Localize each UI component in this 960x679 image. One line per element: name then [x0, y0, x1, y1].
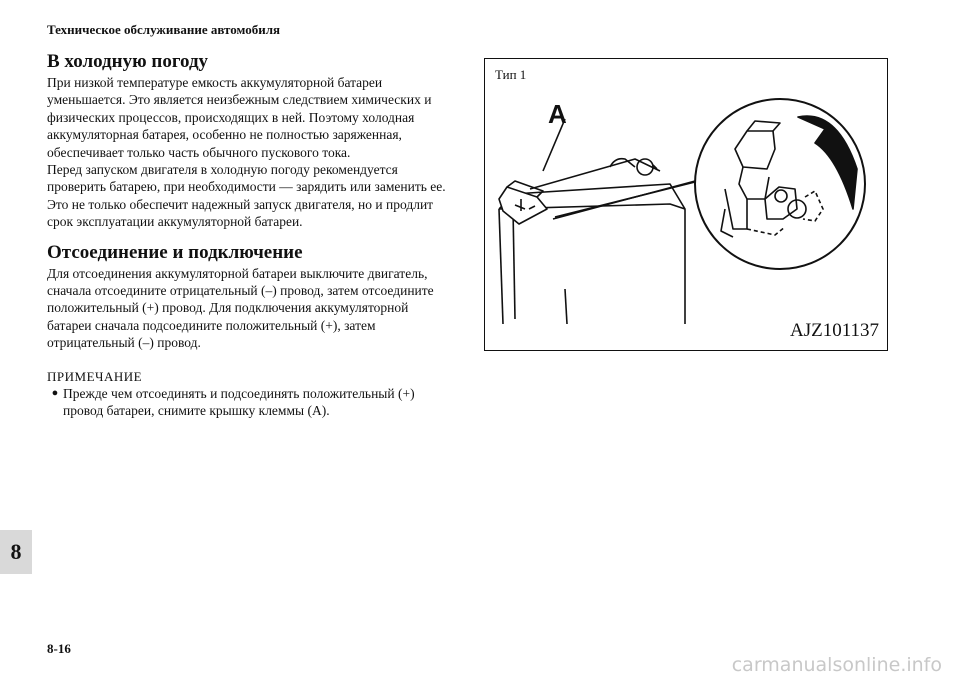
body-line: положительный (+) провод. Для подключения аккумуляторной [47, 300, 409, 316]
body-line: сначала отсоедините отрицательный (–) провод, затем отсоедините [47, 283, 434, 299]
body-line: батареи сначала подсоедините положительный (+), затем [47, 317, 376, 333]
section-title-cold-weather: В холодную погоду [47, 51, 209, 72]
note-line: Прежде чем отсоединять и подсоединять положительный (+) [63, 385, 415, 401]
figure-type-label: Тип 1 [495, 67, 527, 82]
body-line: физических процессов, происходящих в ней. Поэтому холодная [47, 109, 415, 125]
note-title: ПРИМЕЧАНИЕ [47, 368, 143, 384]
battery-terminal-illustration [485, 59, 889, 352]
note-text [63, 385, 415, 420]
chapter-tab: 8 [0, 530, 32, 574]
section-title-disconnect: Отсоединение и подключение [47, 241, 303, 263]
body-line: проверить батарею, при необходимости — зарядить или заменить ее. [47, 179, 446, 195]
figure-code: AJZ101137 [789, 320, 879, 341]
battery-illustration-figure [484, 58, 888, 351]
body-line: уменьшается. Это является неизбежным следствием химических и [47, 92, 432, 108]
watermark: carmanualsonline.info [731, 654, 942, 676]
body-line: Перед запуском двигателя в холодную погоду рекомендуется [47, 162, 398, 178]
body-line: обеспечивает только часть обычного пускового тока. [47, 144, 351, 160]
body-line: Это не только обеспечит надежный запуск двигателя, но и продлит [47, 196, 434, 212]
note-item [47, 385, 467, 420]
text-column [47, 50, 467, 420]
body-line: отрицательный (–) провод. [47, 335, 201, 351]
bullet-icon: ● [51, 386, 59, 399]
note-line: провод батареи, снимите крышку клеммы (A). [63, 403, 330, 419]
body-line: срок эксплуатации аккумуляторной батареи. [47, 214, 303, 230]
callout-label-a: A [548, 99, 567, 129]
running-header: Техническое обслуживание автомобиля [47, 22, 281, 37]
body-line: аккумуляторная батарея, особенно не полностью заряженная, [47, 127, 402, 143]
body-line: При низкой температуре емкость аккумуляторной батареи [47, 75, 383, 90]
page-number: 8-16 [47, 641, 71, 656]
body-line: Для отсоединения аккумуляторной батареи выключите двигатель, [47, 265, 428, 281]
